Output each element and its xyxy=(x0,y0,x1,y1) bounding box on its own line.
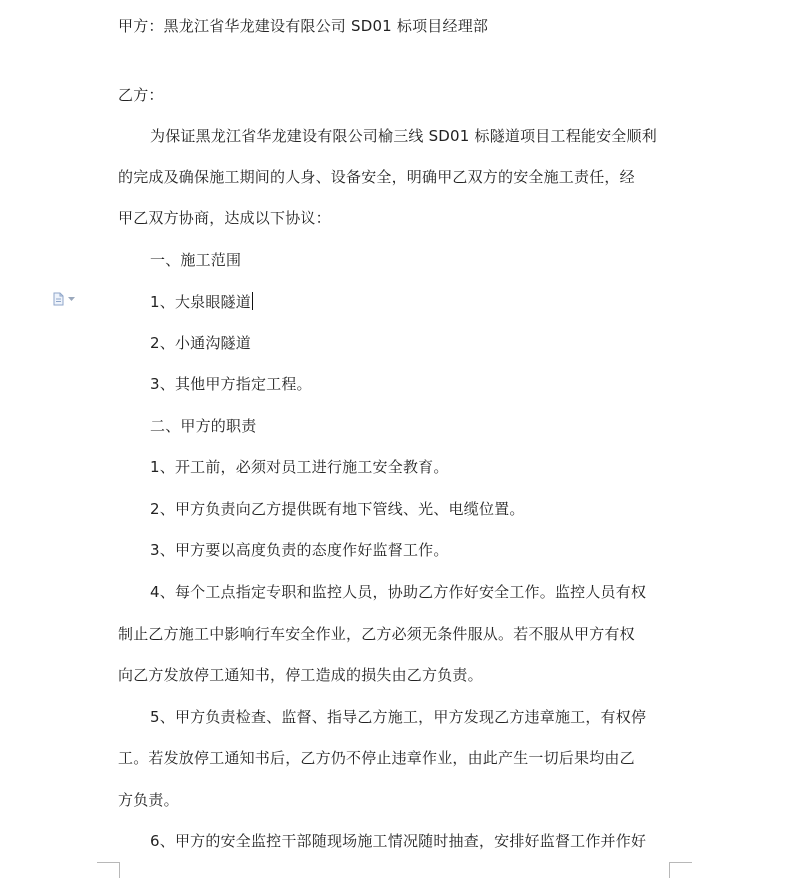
scope-item-3: 3、其他甲方指定工程。 xyxy=(150,375,312,393)
party-b-line: 乙方： xyxy=(118,86,164,104)
scope-item-1-text: 1、大泉眼隧道 xyxy=(150,293,251,311)
intro-paragraph-line-2: 的完成及确保施工期间的人身、设备安全，明确甲乙双方的安全施工责任，经 xyxy=(118,168,635,186)
text-cursor xyxy=(252,292,253,310)
duty-item-5-line-2: 工。若发放停工通知书后，乙方仍不停止违章作业，由此产生一切后果均由乙 xyxy=(118,749,635,767)
duty-item-4-line-3: 向乙方发放停工通知书，停工造成的损失由乙方负责。 xyxy=(118,666,483,684)
duty-item-1: 1、开工前，必须对员工进行施工安全教育。 xyxy=(150,458,449,476)
scope-item-1 xyxy=(150,292,678,312)
page-corner-mark-left xyxy=(97,862,120,878)
duty-item-2: 2、甲方负责向乙方提供既有地下管线、光、电缆位置。 xyxy=(150,500,525,518)
intro-paragraph-line-1: 为保证黑龙江省华龙建设有限公司榆三线 SD01 标隧道项目工程能安全顺利 xyxy=(150,127,657,145)
section-heading-party-a-duties: 二、甲方的职责 xyxy=(150,417,257,435)
duty-item-3: 3、甲方要以高度负责的态度作好监督工作。 xyxy=(150,541,449,559)
page-corner-mark-right xyxy=(669,862,692,878)
document-margin-icon xyxy=(52,292,65,306)
duty-item-5-line-1: 5、甲方负责检查、监督、指导乙方施工，甲方发现乙方违章施工，有权停 xyxy=(150,708,647,726)
orange-marker xyxy=(236,872,258,878)
duty-item-4-line-2: 制止乙方施工中影响行车安全作业，乙方必须无条件服从。若不服从甲方有权 xyxy=(118,625,635,643)
duty-item-4-line-1: 4、每个工点指定专职和监控人员，协助乙方作好安全工作。监控人员有权 xyxy=(150,583,647,601)
duty-item-5-line-3: 方负责。 xyxy=(118,791,179,809)
chevron-down-icon xyxy=(68,297,75,302)
paragraph-options-button[interactable] xyxy=(52,292,80,306)
duty-item-6-line-1: 6、甲方的安全监控干部随现场施工情况随时抽查，安排好监督工作并作好 xyxy=(150,832,647,850)
party-a-line: 甲方：黑龙江省华龙建设有限公司 SD01 标项目经理部 xyxy=(118,17,489,35)
scope-item-2: 2、小通沟隧道 xyxy=(150,334,251,352)
intro-paragraph-line-3: 甲乙双方协商，达成以下协议： xyxy=(118,209,331,227)
section-heading-scope: 一、施工范围 xyxy=(150,251,242,269)
